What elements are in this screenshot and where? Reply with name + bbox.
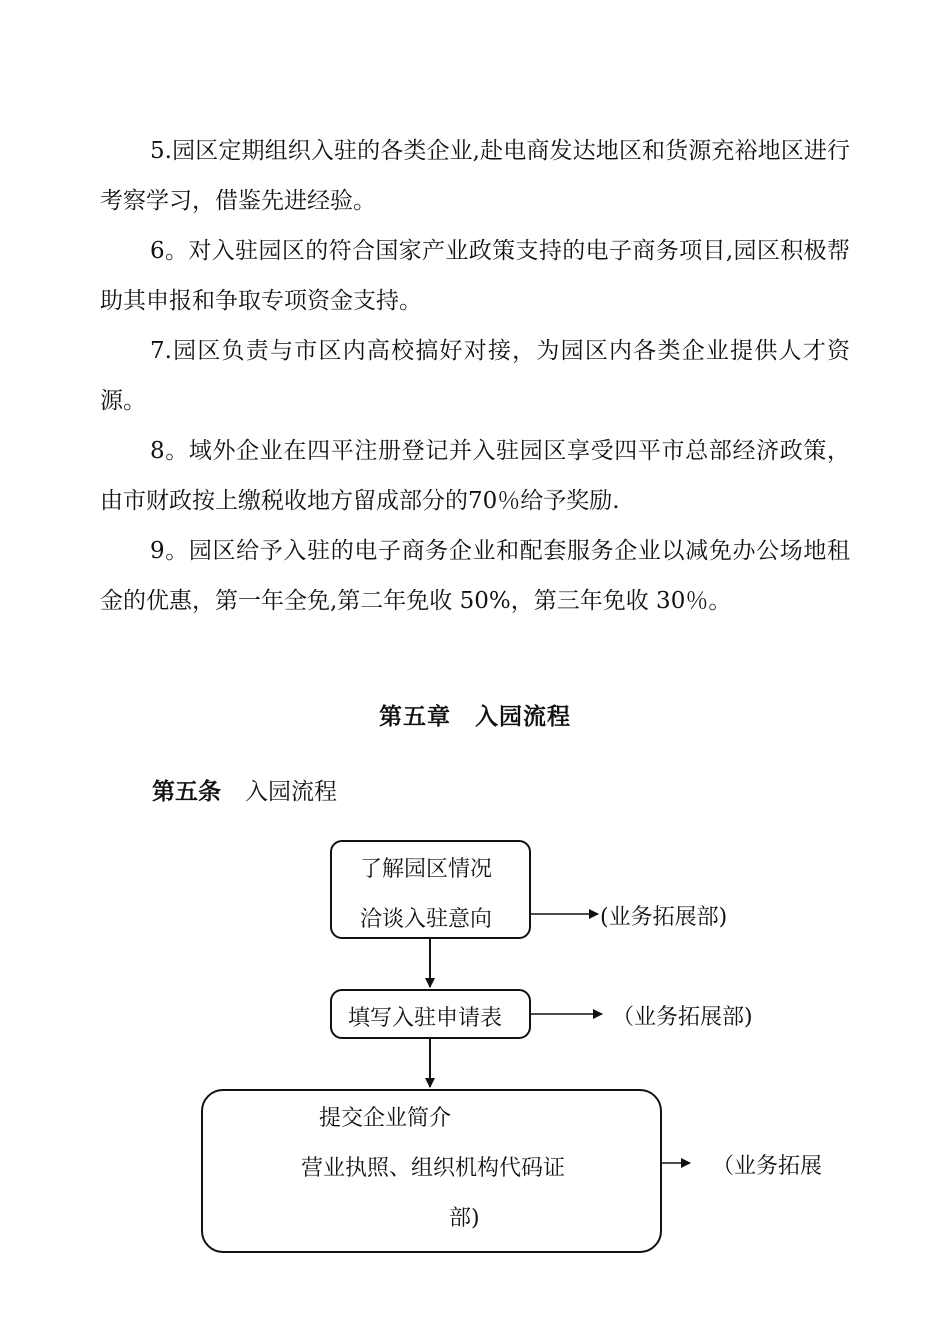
chapter-title: 第五章 入园流程: [379, 703, 571, 730]
paragraph-6: 6。对入驻园区的符合国家产业政策支持的电子商务项目,园区积极帮助其申报和争取专项资金支持。: [100, 238, 850, 314]
flow-step-1-line1: 了解园区情况: [360, 857, 493, 882]
flow-step-3-dept: （业务拓展: [712, 1154, 823, 1179]
flow-step-3-line3: 部): [449, 1206, 480, 1231]
flow-step-3-line1: 提交企业简介: [319, 1106, 452, 1131]
flow-step-2-box: [330, 989, 531, 1039]
paragraph-5: 5.园区定期组织入驻的各类企业,赴电商发达地区和货源充裕地区进行考察学习，借鉴先进经验。: [100, 138, 850, 214]
flow-step-2-line1: 填写入驻申请表: [348, 1006, 503, 1031]
flow-step-1-line2: 洽谈入驻意向: [360, 907, 493, 932]
flow-step-3-line2: 营业执照、组织机构代码证: [301, 1156, 566, 1181]
flow-step-1-dept: (业务拓展部): [600, 905, 728, 930]
paragraph-7: 7.园区负责与市区内高校搞好对接，为园区内各类企业提供人才资源。: [100, 338, 850, 414]
paragraph-8: 8。域外企业在四平注册登记并入驻园区享受四平市总部经济政策，由市财政按上缴税收地方留成部分的70％给予奖励.: [100, 438, 850, 514]
article-title: 入园流程: [245, 779, 337, 805]
flow-step-1-box: [330, 840, 531, 939]
flow-step-3-box: [201, 1089, 662, 1253]
article-number: 第五条: [152, 778, 221, 805]
paragraph-9: 9。园区给予入驻的电子商务企业和配套服务企业以减免办公场地租金的优惠，第一年全免,第二年免收 50%，第三年免收 30％。: [100, 538, 850, 614]
flow-step-2-dept: （业务拓展部): [612, 1005, 753, 1030]
